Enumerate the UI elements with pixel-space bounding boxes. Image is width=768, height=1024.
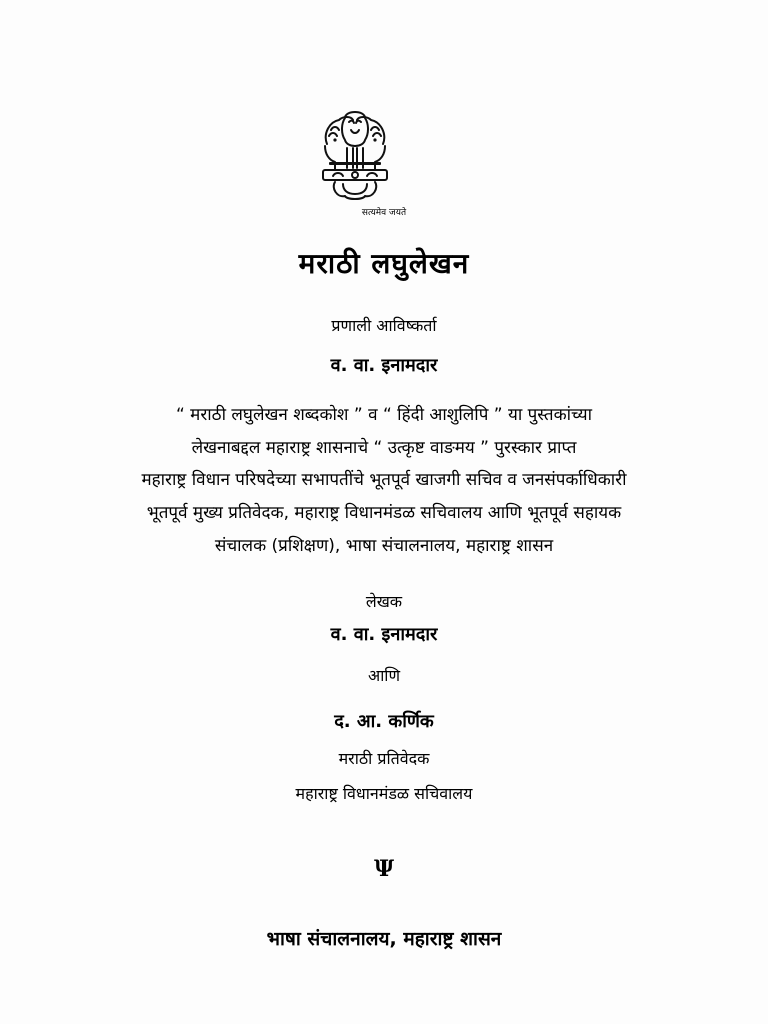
inventor-bio-line: लेखनाबद्दल महाराष्ट्र शासनाचे “ उत्कृष्ट वाङमय ” पुरस्कार प्राप्त [191,438,577,458]
author-label: लेखक [365,592,403,611]
inventor-bio-line: भूतपूर्व मुख्य प्रतिवेदक, महाराष्ट्र विधानमंडळ सचिवालय आणि भूतपूर्व सहायक [146,503,622,523]
coauthor-role: मराठी प्रतिवेदक [338,749,430,768]
system-inventor-label: प्रणाली आविष्कर्ता [331,316,437,335]
ashoka-lion-capital-icon [313,104,397,204]
publisher-name: भाषा संचालनालय, महाराष्ट्र शासन [266,928,502,950]
system-inventor-name: व. वा. इनामदार [330,355,438,376]
publisher-symbol-icon: Ψ [373,856,395,882]
inventor-bio-line: “ मराठी लघुलेखन शब्दकोश ” व “ हिंदी आशुलिपि ” या पुस्तकांच्या [175,405,593,425]
author-name: व. वा. इनामदार [330,624,438,645]
coauthor-name: द. आ. कर्णिक [334,711,434,732]
conjunction-label: आणि [367,666,401,685]
emblem-motto: सत्यमेव जयते [361,208,407,218]
inventor-bio-line: संचालक (प्रशिक्षण), भाषा संचालनालय, महाराष्ट्र शासन [214,536,554,556]
book-title: मराठी लघुलेखन [298,247,470,280]
inventor-bio-line: महाराष्ट्र विधान परिषदेच्या सभापतींचे भूतपूर्व खाजगी सचिव व जनसंपर्काधिकारी [141,470,627,490]
coauthor-organization: महाराष्ट्र विधानमंडळ सचिवालय [295,784,473,803]
